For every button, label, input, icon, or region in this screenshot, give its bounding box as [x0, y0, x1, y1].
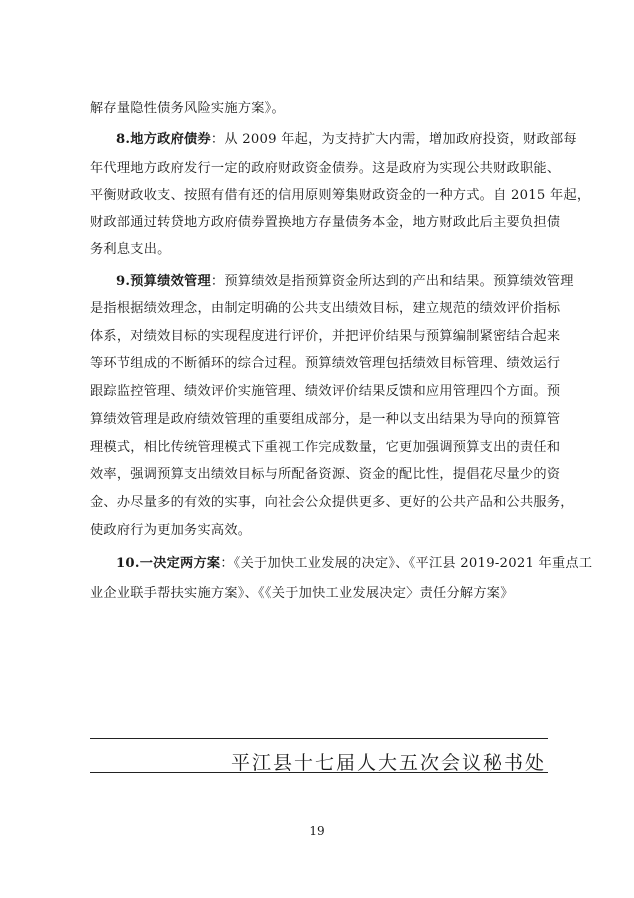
item-10-text: ：《关于加快工业发展的决定》、《平江县 2019-2021 年重点工: [220, 556, 593, 571]
footer-top-rule: [90, 738, 548, 739]
text-line: 年代理地方政府发行一定的政府财政资金债券。这是政府为实现公共财政职能、: [90, 161, 561, 176]
text-line: 算绩效管理是政府绩效管理的重要组成部分，是一种以支出结果为导向的预算管: [90, 412, 561, 427]
item-10-term: 10.一决定两方案: [116, 556, 221, 571]
footer-organization: 平江县十七届人大五次会议秘书处: [230, 752, 546, 774]
text-line: 务利息支出。: [90, 242, 171, 257]
text-line: 金、办尽量多的有效的实事，向社会公众提供更多、更好的公共产品和公共服务，: [90, 495, 574, 510]
text-line: 解存量隐性债务风险实施方案》。: [90, 101, 285, 116]
text-line: 体系，对绩效目标的实现程度进行评价，并把评价结果与预算编制紧密结合起来: [90, 329, 561, 344]
text-line: 业企业联手帮扶实施方案》、《《关于加快工业发展决定〉责任分解方案》: [90, 586, 514, 601]
text-line: 效率，强调预算支出绩效目标与所配备资源、资金的配比性，提倡花尽量少的资: [90, 467, 561, 482]
text-line: 跟踪监控管理、绩效评价实施管理、绩效评价结果反馈和应用管理四个方面。预: [90, 384, 561, 399]
item-8-term: 8.地方政府债券: [116, 132, 211, 147]
text-line: 平衡财政收支、按照有借有还的信用原则筹集财政资金的一种方式。自 2015 年起，: [90, 188, 591, 203]
item-9-paragraph-start: [116, 270, 574, 289]
text-line: 使政府行为更加务实高效。: [90, 523, 252, 538]
footer-bottom-rule: [90, 772, 548, 773]
text-line: 财政部通过转贷地方政府债券置换地方存量债务本金，地方财政此后主要负担债: [90, 215, 561, 230]
text-line: 理模式，相比传统管理模式下重视工作完成数量，它更加强调预算支出的责任和: [90, 440, 561, 455]
item-10-paragraph-start: [116, 552, 592, 571]
item-9-text: ：预算绩效是指预算资金所达到的产出和结果。预算绩效管理: [210, 274, 574, 289]
text-line: 是指根据绩效理念，由制定明确的公共支出绩效目标，建立规范的绩效评价指标: [90, 301, 561, 316]
text-line: 等环节组成的不断循环的综合过程。预算绩效管理包括绩效目标管理、绩效运行: [90, 356, 561, 371]
item-9-term: 9.预算绩效管理: [116, 274, 211, 289]
item-8-text: ：从 2009 年起，为支持扩大内需，增加政府投资，财政部每: [210, 132, 577, 147]
item-8-paragraph-start: [116, 128, 577, 147]
page-number: 19: [309, 824, 325, 838]
